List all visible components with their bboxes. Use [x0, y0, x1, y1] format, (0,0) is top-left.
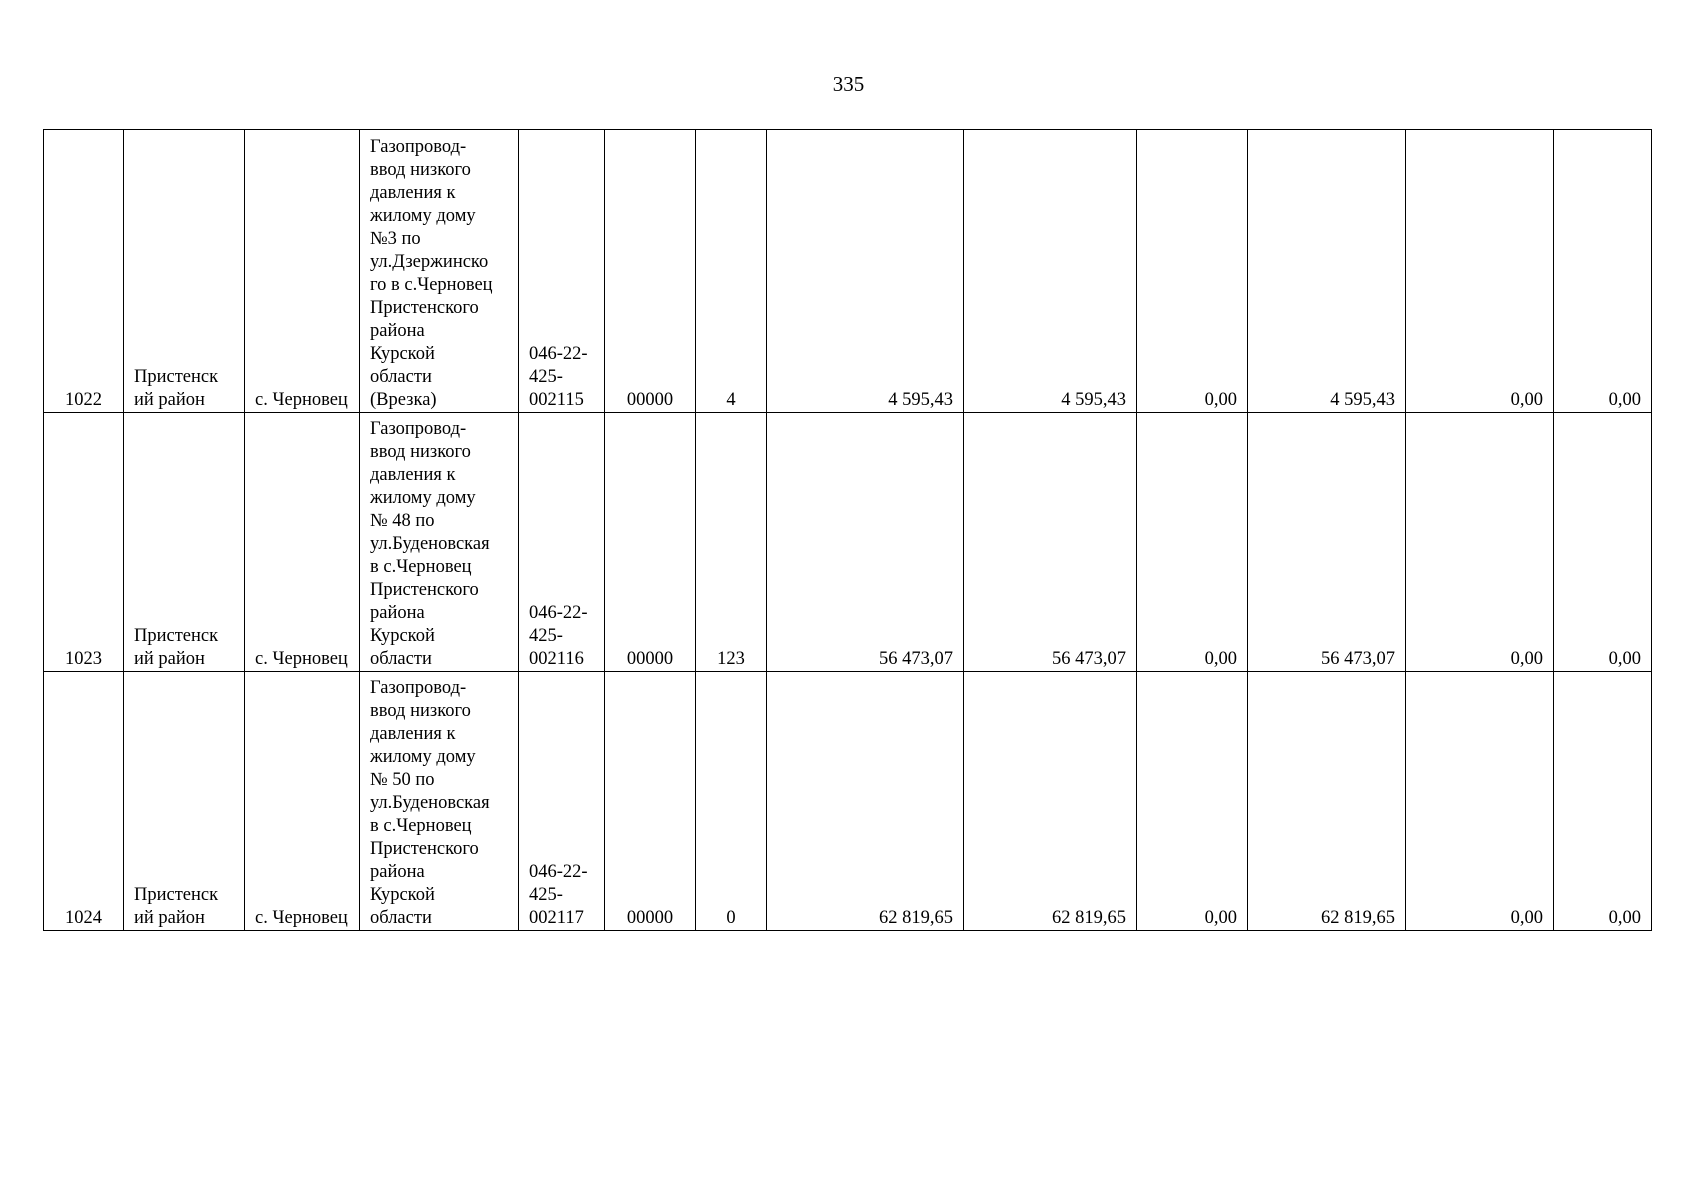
quantity-cell: 0: [696, 672, 767, 931]
registry-table: [43, 129, 1652, 931]
value5-cell: 0,00: [1406, 413, 1554, 672]
value6-cell: 0,00: [1554, 130, 1652, 413]
cadastral-number-cell: 046-22- 425- 002117: [519, 672, 605, 931]
value4-cell: 62 819,65: [1248, 672, 1406, 931]
quantity-cell: 4: [696, 130, 767, 413]
value5-cell: 0,00: [1406, 130, 1554, 413]
value6-cell: 0,00: [1554, 413, 1652, 672]
table-row: [44, 130, 1652, 413]
table-row: [44, 413, 1652, 672]
value3-cell: 0,00: [1137, 413, 1248, 672]
value6-cell: 0,00: [1554, 672, 1652, 931]
code-cell: 00000: [605, 413, 696, 672]
code-cell: 00000: [605, 130, 696, 413]
district-cell: Пристенск ий район: [124, 413, 245, 672]
value5-cell: 0,00: [1406, 672, 1554, 931]
value3-cell: 0,00: [1137, 130, 1248, 413]
code-cell: 00000: [605, 672, 696, 931]
settlement-cell: с. Черновец: [245, 130, 360, 413]
value2-cell: 56 473,07: [964, 413, 1137, 672]
object-description-cell: Газопровод- ввод низкого давления к жилому дому №3 по ул.Дзержинско го в с.Черновец Пристенского района Курской области (Врезка): [360, 130, 519, 413]
district-cell: Пристенск ий район: [124, 130, 245, 413]
object-description-cell: Газопровод- ввод низкого давления к жилому дому № 50 по ул.Буденовская в с.Черновец Пристенского района Курской области: [360, 672, 519, 931]
row-number-cell: 1024: [44, 672, 124, 931]
page-number: 335: [832, 72, 865, 96]
value2-cell: 4 595,43: [964, 130, 1137, 413]
value1-cell: 4 595,43: [767, 130, 964, 413]
cadastral-number-cell: 046-22- 425- 002116: [519, 413, 605, 672]
table-row: [44, 672, 1652, 931]
value1-cell: 56 473,07: [767, 413, 964, 672]
settlement-cell: с. Черновец: [245, 413, 360, 672]
quantity-cell: 123: [696, 413, 767, 672]
value3-cell: 0,00: [1137, 672, 1248, 931]
row-number-cell: 1023: [44, 413, 124, 672]
value4-cell: 4 595,43: [1248, 130, 1406, 413]
district-cell: Пристенск ий район: [124, 672, 245, 931]
value4-cell: 56 473,07: [1248, 413, 1406, 672]
row-number-cell: 1022: [44, 130, 124, 413]
value2-cell: 62 819,65: [964, 672, 1137, 931]
value1-cell: 62 819,65: [767, 672, 964, 931]
cadastral-number-cell: 046-22- 425- 002115: [519, 130, 605, 413]
object-description-cell: Газопровод- ввод низкого давления к жилому дому № 48 по ул.Буденовская в с.Черновец Пристенского района Курской области: [360, 413, 519, 672]
settlement-cell: с. Черновец: [245, 672, 360, 931]
